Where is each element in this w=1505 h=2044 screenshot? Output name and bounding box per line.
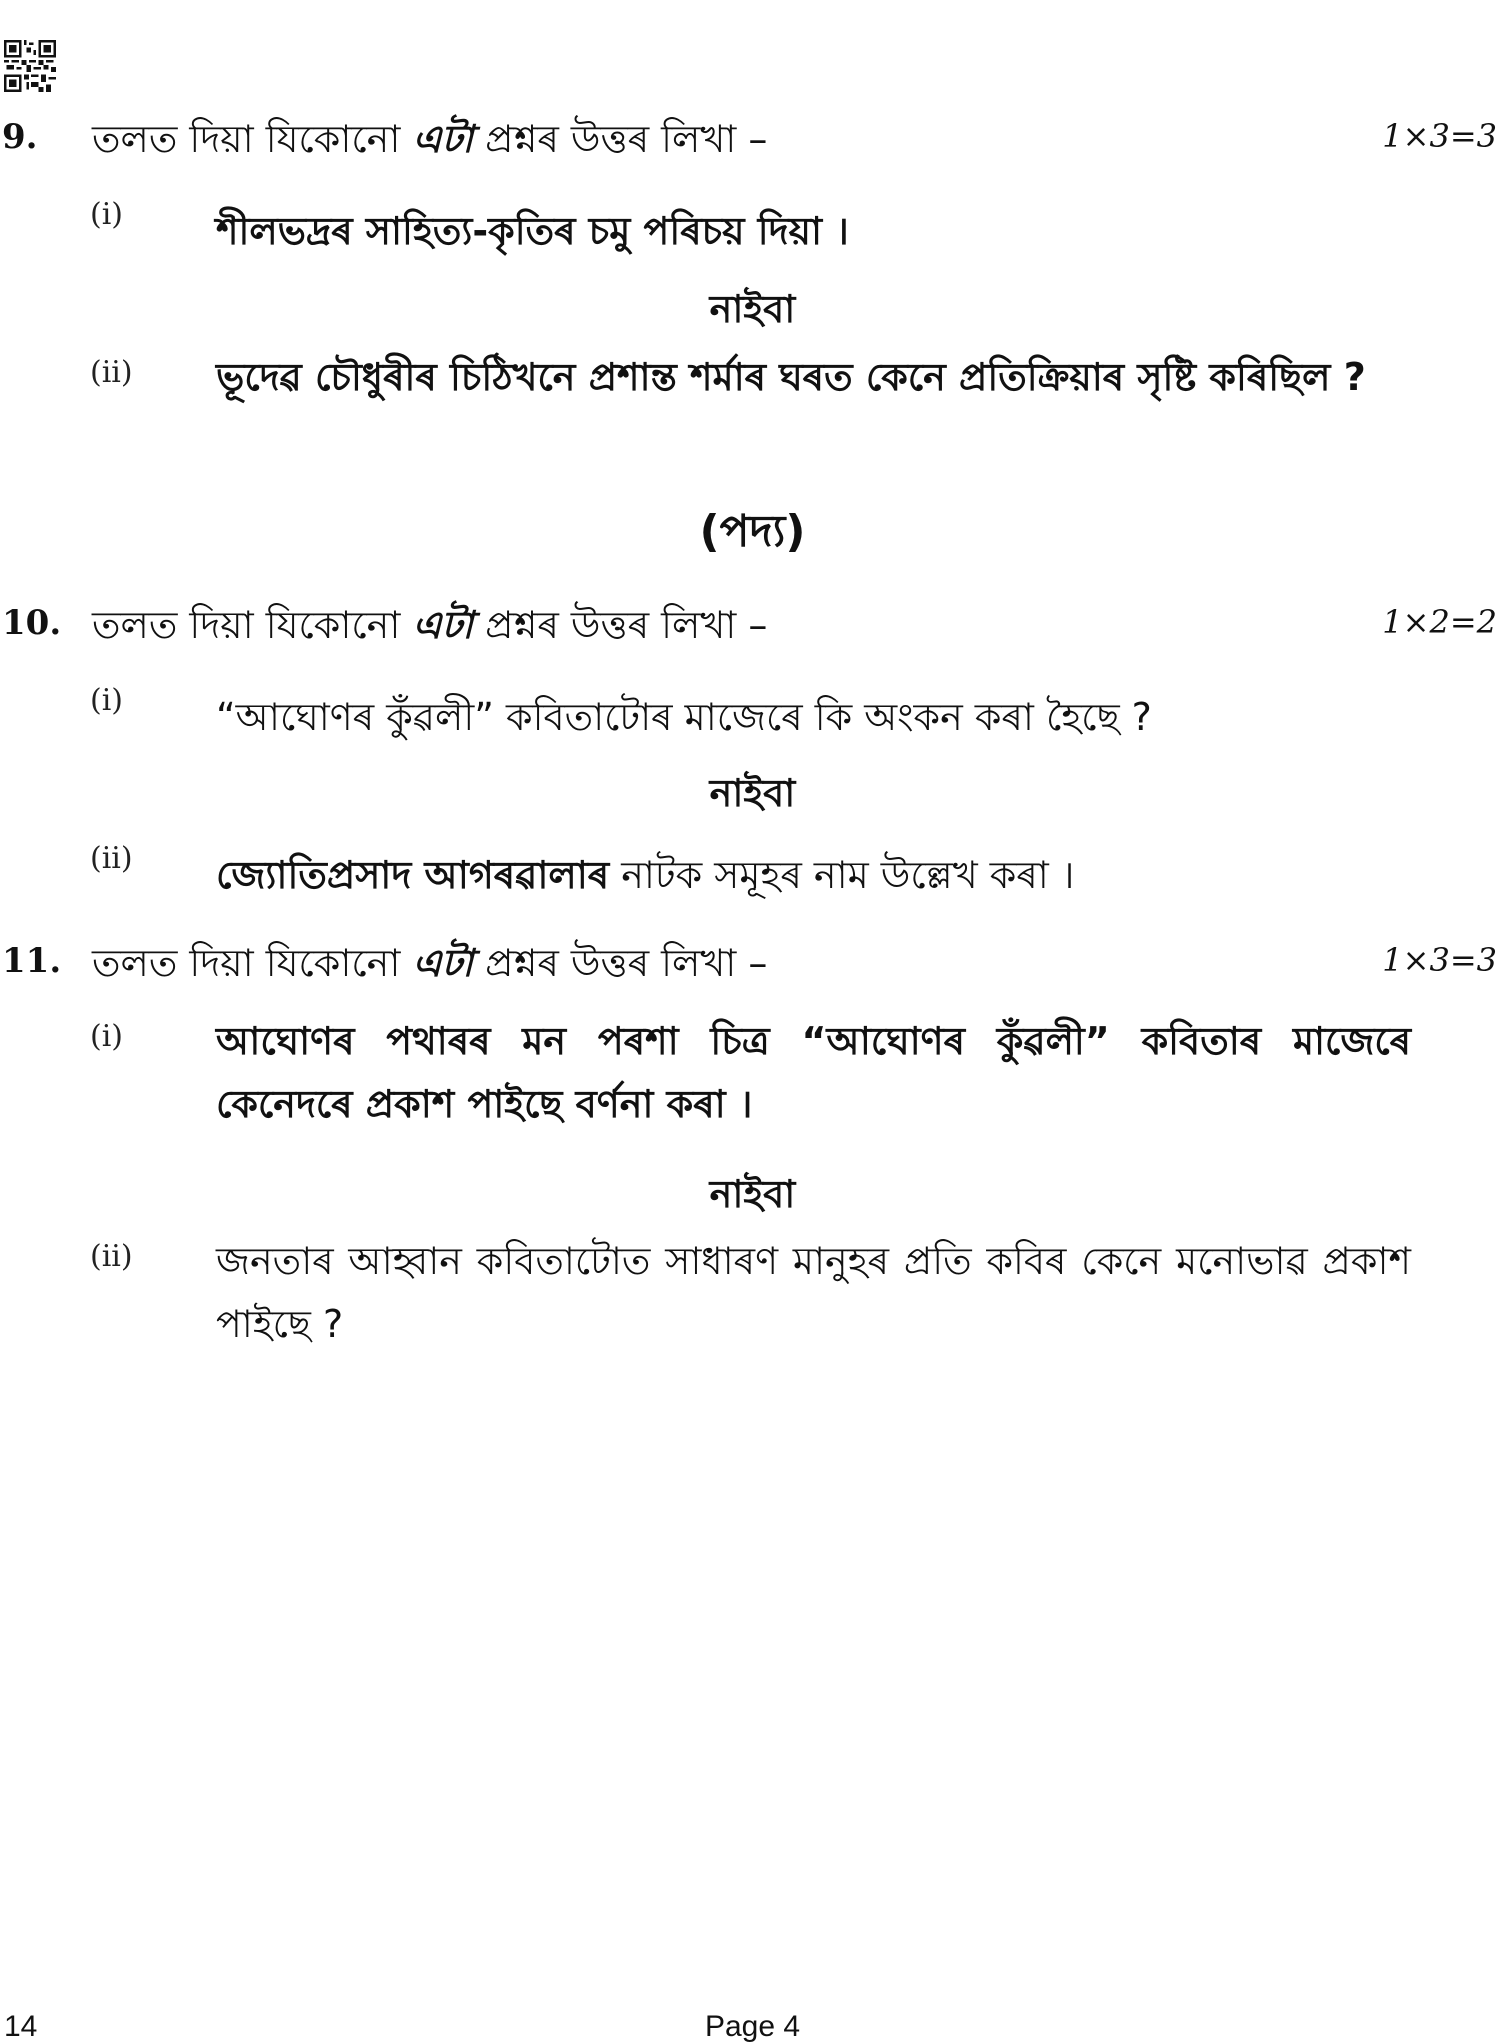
footer-page-number: Page 4 [704,2010,801,2043]
or-divider: নাইবা [709,1172,796,1216]
question-marks: 1×3=3 [1382,941,1497,979]
prompt-text: তলত দিয়া যিকোনো [92,941,413,985]
prompt-text: তলত দিয়া যিকোনো [92,603,413,647]
prompt-emphasis: এটা [412,117,474,161]
question-prompt [92,941,768,985]
item-label: (i) [90,197,124,232]
item-label: (i) [90,1019,124,1054]
qr-code-icon [4,40,56,92]
prompt-text: প্ৰশ্নৰ উত্তৰ লিখা – [473,603,768,647]
question-number: 10. [2,603,62,643]
item-text-bold: জ্যোতিপ্ৰসাদ আগৰৱালাৰ [216,853,610,897]
prompt-text: প্ৰশ্নৰ উত্তৰ লিখা – [473,941,768,985]
section-heading: (পদ্য) [699,506,806,557]
question-marks: 1×2=2 [1382,603,1497,641]
prompt-emphasis: এটা [412,603,474,647]
item-text [216,844,1411,907]
question-marks: 1×3=3 [1382,117,1497,155]
question-number: 9. [2,117,38,157]
item-text: ভূদেৱ চৌধুৰীৰ চিঠিখনে প্ৰশান্ত শৰ্মাৰ ঘৰত কেনে প্ৰতিক্ৰিয়াৰ সৃষ্টি কৰিছিল ? [216,355,1366,399]
footer-code: 14 [4,2010,38,2043]
prompt-emphasis: এটা [412,941,474,985]
prompt-text: প্ৰশ্নৰ উত্তৰ লিখা – [473,117,768,161]
question-number: 11. [2,941,62,981]
question-prompt [92,117,768,161]
or-divider: নাইবা [709,771,796,815]
item-label: (i) [90,683,124,718]
item-text: আঘোণৰ পথাৰৰ মন পৰশা চিত্ৰ “আঘোণৰ কুঁৱলী” কবিতাৰ মাজেৰে কেনেদৰে প্ৰকাশ পাইছে বৰ্ণনা কৰা । [216,1019,1411,1126]
item-label: (ii) [90,355,133,390]
item-label: (ii) [90,841,133,876]
item-text: জনতাৰ আহ্বান কবিতাটোত সাধাৰণ মানুহৰ প্ৰতি কবিৰ কেনে মনোভাৱ প্ৰকাশ পাইছে ? [216,1239,1411,1346]
item-text-regular: নাটক সমূহৰ নাম উল্লেখ কৰা । [609,853,1075,897]
item-label: (ii) [90,1239,133,1274]
item-text: “আঘোণৰ কুঁৱলী” কবিতাটোৰ মাজেৰে কি অংকন কৰা হৈছে ? [216,695,1152,739]
question-prompt [92,603,768,647]
prompt-text: তলত দিয়া যিকোনো [92,117,413,161]
item-text: শীলভদ্ৰৰ সাহিত্য-কৃতিৰ চমু পৰিচয় দিয়া । [216,209,849,253]
or-divider: নাইবা [709,287,796,331]
